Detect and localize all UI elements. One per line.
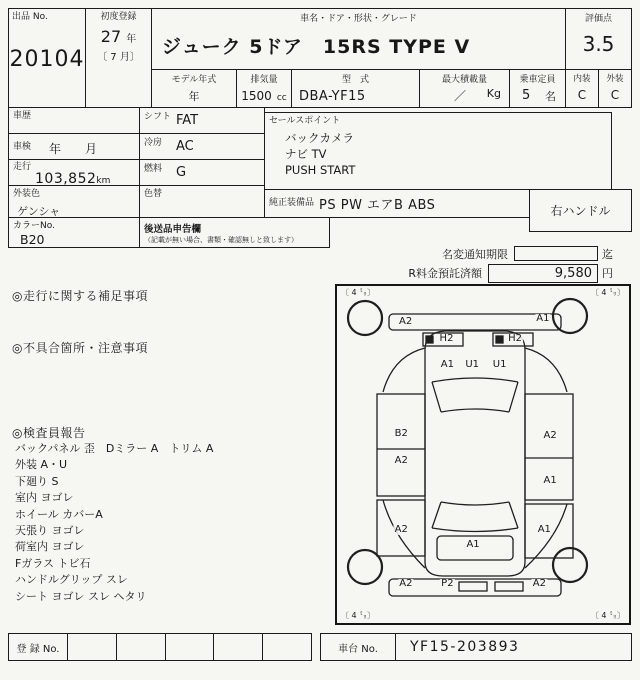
color-no-value: B20 [20,232,45,247]
displacement-label: 排気量 [250,75,278,85]
damage-marker-h2: H2 [439,332,454,344]
fuel-cell [139,159,265,186]
aircon-cell [139,133,265,160]
name-change-label: 名変通知期限 [442,247,508,261]
sales-points-label: セールスポイント [269,116,341,126]
damage-marker-a1: A1 [536,313,550,325]
mileage-note-title: ◎走行に関する補足事項 [12,289,148,303]
model-year-value: 年 [188,90,200,103]
car-damage-diagram [335,284,631,625]
damage-marker-h2: H2 [508,332,523,344]
exterior-label: 外装 [606,74,624,84]
mileage-unit: km [96,176,111,186]
registration-number-cell [116,634,165,660]
first-registration-cell [85,8,152,108]
fuel-value: G [176,165,187,180]
shift-label: シフト [144,112,172,122]
defect-note-title: ◎不具合箇所・注意事項 [12,341,148,355]
inspector-report-line: 室内 ヨゴレ [15,491,74,505]
equipment-value: PS PW エアB ABS [319,198,436,213]
damage-marker-u1: U1 [465,359,480,371]
displacement-unit: cc [276,93,287,103]
first-registration-year-unit: 年 [126,34,137,46]
model-year-label: モデル年式 [171,75,217,85]
mileage-cell [8,159,140,186]
displacement-value-row [237,85,291,104]
mileage-label: 走行 [13,162,32,172]
registration-number-label: 登 録 No. [16,643,60,655]
inspection-value: 年 月 [49,142,98,156]
recycle-fee-label: R料金預託済額 [408,267,482,280]
color-no-label: カラーNo. [13,221,55,231]
capacity-cell [509,69,566,108]
inspector-report-line: 荷室内 ヨゴレ [15,540,85,554]
damage-marker-u1: U1 [492,359,507,371]
registration-number-cells [67,634,311,660]
inspector-report-line: ホイール カバーA [15,507,103,521]
lot-number-value: 20104 [9,47,85,72]
inspector-report-title: ◎検査員報告 [12,426,86,440]
tire-tread-rear-right: 〔 4 ㍉〕 [590,611,625,620]
displacement-cell [236,69,292,108]
damage-marker-a1: A1 [537,523,551,535]
interior-exterior-cell [565,69,632,108]
inspector-report-line: シート ヨゴレ スレ ヘタリ [15,589,147,603]
color-change-label: 色替 [144,189,163,199]
tire-tread-rear-left: 〔 4 ㍉〕 [341,611,376,620]
inspector-report-line: 外装 A・U [15,458,68,472]
capacity-value: 5 [522,88,531,103]
registration-number-cell [213,634,262,660]
damage-marker-a2: A2 [543,430,557,442]
registration-number-cell [67,634,116,660]
sales-point-line: バックカメラ [285,131,354,145]
steering-cell [529,189,632,232]
lot-number-cell [8,8,86,108]
damage-marker-a2: A2 [394,523,408,535]
late-items-note: （記載が無い場合、書類・確認無しと致します） [144,236,298,244]
car-name-cell [151,8,566,70]
damage-marker-p2: P2 [441,577,454,589]
name-change-deadline-box [514,246,598,261]
damage-marker-a1: A1 [466,538,480,550]
body-color-cell [8,185,140,218]
exterior-column [598,70,631,107]
inspector-report-line: ハンドルグリップ スレ [15,573,128,587]
max-load-value: ／ [454,89,467,103]
damage-marker-layer [337,286,629,623]
registration-number-cell [262,634,311,660]
name-change-row [385,245,613,262]
inspector-report-list [15,441,325,605]
inspector-report-line: バックパネル 歪 Dミラー A トリム A [15,442,214,455]
tire-tread-front-left: 〔 4 ㍉〕 [341,288,376,297]
body-color-label: 外装色 [13,189,41,199]
sales-point-line: ナビ TV [285,147,327,161]
lot-number-label: 出品 No. [12,12,48,22]
damage-marker-a1: A1 [543,474,557,486]
sales-points-box [264,112,612,190]
aircon-value: AC [176,139,194,154]
chassis-number-box [320,633,632,661]
first-registration-year [86,27,151,46]
history-label: 車歴 [13,111,32,121]
max-load-value-row [420,87,509,104]
recycle-fee-unit: 円 [602,267,613,280]
inspection-cell [8,133,140,160]
equipment-label: 純正装備品 [269,198,315,209]
score-value: 3.5 [582,32,615,56]
inspector-report-line: 天張り ヨゴレ [15,524,85,538]
body-color-value: ゲンシャ [17,205,61,218]
inspector-report-line: 下廻り S [15,474,59,488]
registration-number-cell [165,634,214,660]
interior-grade: C [577,88,587,102]
equipment-cell [264,189,530,218]
registration-number-box [8,633,312,661]
max-load-cell [419,69,510,108]
model-code-value: DBA-YF15 [299,89,366,104]
capacity-label: 乗車定員 [519,75,556,85]
mileage-value: 103,852 [35,171,97,187]
shift-cell [139,107,265,134]
recycle-fee-value: 9,580 [488,264,598,283]
exterior-grade: C [610,88,620,102]
capacity-unit: 名 [545,90,556,103]
recycle-fee-row [385,263,613,283]
damage-marker-a2: A2 [399,315,413,327]
damage-marker-a2: A2 [532,577,546,589]
car-name-value: ジューク 5ドア 15RS TYPE V [162,36,471,58]
damage-marker-a2: A2 [394,454,408,466]
inspection-label: 車検 [13,142,32,152]
interior-label: 内装 [573,74,591,84]
max-load-unit: Kg [486,87,501,100]
late-items-cell [139,217,330,248]
damage-marker-a2: A2 [399,577,413,589]
sales-point-line: PUSH START [285,163,356,177]
capacity-value-row [510,88,565,104]
shift-value: FAT [176,113,199,128]
color-no-cell [8,217,140,248]
score-cell [565,8,632,70]
model-code-label: 型 式 [341,75,369,85]
first-registration-month: 〔 7 月〕 [97,52,140,64]
chassis-number-value: YF15-203893 [410,639,520,655]
interior-column [566,70,598,107]
color-change-cell [139,185,265,218]
fuel-label: 燃料 [144,164,163,174]
score-label: 評価点 [584,14,612,24]
sales-points-list [285,130,355,178]
inspector-report-line: Fガラス トビ石 [15,556,91,570]
damage-marker-a1: A1 [440,359,454,371]
first-registration-label: 初度登録 [100,12,137,22]
car-name-label: 車名・ドア・形状・グレード [300,14,417,24]
model-year-cell [151,69,237,108]
aircon-label: 冷房 [144,138,163,148]
chassis-number-label: 車台 No. [321,634,396,660]
name-change-suffix: 迄 [602,247,613,261]
tire-tread-front-right: 〔 4 ㍉〕 [590,288,625,297]
history-cell [8,107,140,134]
displacement-value: 1500 [241,89,272,103]
first-registration-year-value: 27 [100,27,122,47]
late-items-label: 後送品申告欄 [144,224,202,235]
damage-marker-b2: B2 [394,428,408,440]
steering-value: 右ハンドル [550,204,611,218]
max-load-label: 最大積載量 [441,75,487,85]
model-code-cell [291,69,420,108]
